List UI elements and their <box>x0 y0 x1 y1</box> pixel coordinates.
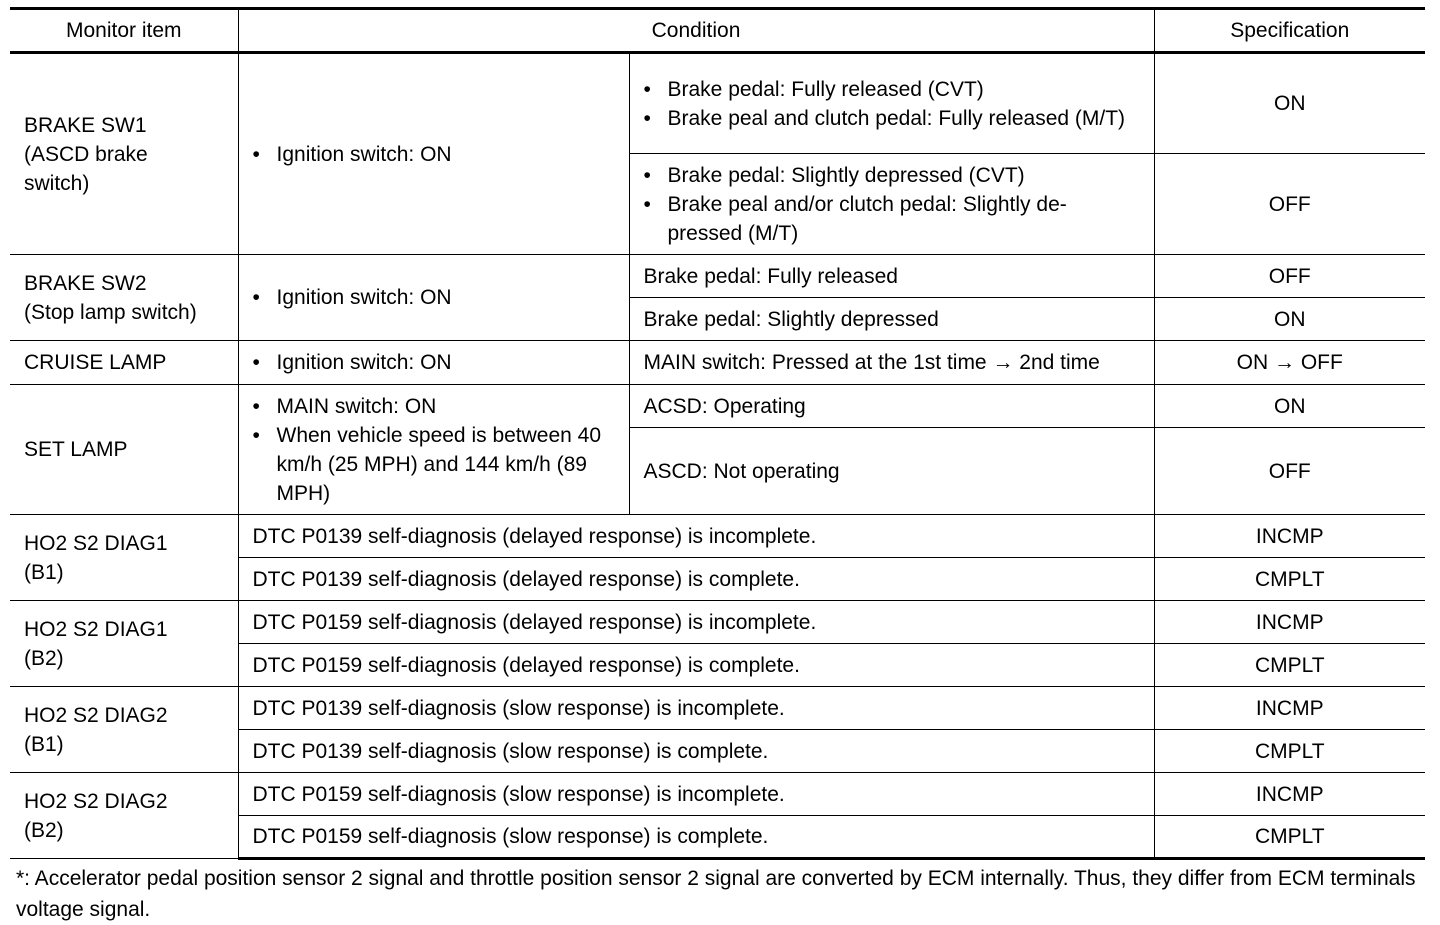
monitor-item-ho2-diag1-b1 <box>10 515 238 601</box>
item-line: BRAKE SW2 <box>24 271 147 295</box>
spec-value: OFF <box>1154 154 1425 255</box>
monitor-item-ho2-diag2-b2 <box>10 773 238 859</box>
item-line: BRAKE SW1 <box>24 113 147 137</box>
condition-cell <box>238 385 629 515</box>
condition-bullet: • Ignition switch: ON <box>253 348 615 377</box>
detail-cell <box>629 154 1154 255</box>
condition-bullet: • Ignition switch: ON <box>253 140 615 169</box>
item-line: (B2) <box>24 818 64 842</box>
detail-bullet: • Brake pedal: Slightly depressed (CVT) <box>644 161 1140 190</box>
monitor-item-ho2-diag2-b1 <box>10 687 238 773</box>
table-row <box>10 515 1425 558</box>
condition-cell <box>238 255 629 341</box>
condition-cell: DTC P0139 self-diagnosis (slow response) is incomplete. <box>238 687 1154 730</box>
spec-value: CMPLT <box>1154 644 1425 687</box>
detail-cell: Brake pedal: Slightly depressed <box>629 298 1154 341</box>
condition-cell: DTC P0159 self-diagnosis (delayed response) is incomplete. <box>238 601 1154 644</box>
item-line: (B1) <box>24 560 64 584</box>
table-row <box>10 385 1425 428</box>
detail-cell: ACSD: Operating <box>629 385 1154 428</box>
detail-cell: Brake pedal: Fully released <box>629 255 1154 298</box>
item-line: HO2 S2 DIAG2 <box>24 703 168 727</box>
table-row <box>10 601 1425 644</box>
header-specification: Specification <box>1154 9 1425 53</box>
spec-value: ON → OFF <box>1154 341 1425 385</box>
monitor-item-set-lamp: SET LAMP <box>10 385 238 515</box>
item-line: HO2 S2 DIAG1 <box>24 531 168 555</box>
table-header-row <box>10 9 1425 53</box>
detail-bullet: • Brake pedal: Fully released (CVT) <box>644 75 1140 104</box>
spec-value: CMPLT <box>1154 558 1425 601</box>
item-line: HO2 S2 DIAG2 <box>24 789 168 813</box>
condition-bullet: • MAIN switch: ON <box>253 392 615 421</box>
condition-cell <box>238 53 629 255</box>
detail-cell: ASCD: Not operating <box>629 428 1154 515</box>
table-row <box>10 687 1425 730</box>
monitor-item-cruise-lamp: CRUISE LAMP <box>10 341 238 385</box>
spec-value: CMPLT <box>1154 816 1425 859</box>
condition-cell: DTC P0159 self-diagnosis (slow response) is incomplete. <box>238 773 1154 816</box>
condition-cell: DTC P0139 self-diagnosis (delayed response) is incomplete. <box>238 515 1154 558</box>
item-line: (Stop lamp switch) <box>24 300 197 324</box>
detail-cell: MAIN switch: Pressed at the 1st time → 2nd time <box>629 341 1154 385</box>
condition-cell: DTC P0159 self-diagnosis (slow response) is complete. <box>238 816 1154 859</box>
spec-value: ON <box>1154 385 1425 428</box>
table-row <box>10 53 1425 154</box>
item-line: HO2 S2 DIAG1 <box>24 617 168 641</box>
monitor-item-ho2-diag1-b2 <box>10 601 238 687</box>
spec-value: INCMP <box>1154 515 1425 558</box>
spec-value: INCMP <box>1154 601 1425 644</box>
spec-value: ON <box>1154 298 1425 341</box>
condition-cell <box>238 341 629 385</box>
spec-value: OFF <box>1154 255 1425 298</box>
item-line: switch) <box>24 171 90 195</box>
table-row <box>10 255 1425 298</box>
item-line: (B2) <box>24 646 64 670</box>
footnote: *: Accelerator pedal position sensor 2 signal and throttle position sensor 2 signal are converted by ECM internally. Thus, they differ from ECM terminals voltage signal. <box>16 867 1416 921</box>
spec-value: INCMP <box>1154 773 1425 816</box>
header-monitor-item: Monitor item <box>10 9 238 53</box>
monitor-spec-table <box>10 7 1425 860</box>
item-line: (B1) <box>24 732 64 756</box>
table-row <box>10 341 1425 385</box>
detail-bullet: • Brake peal and clutch pedal: Fully released (M/T) <box>644 104 1140 133</box>
item-line: (ASCD brake <box>24 142 148 166</box>
spec-value: OFF <box>1154 428 1425 515</box>
condition-cell: DTC P0139 self-diagnosis (delayed response) is complete. <box>238 558 1154 601</box>
spec-value: CMPLT <box>1154 730 1425 773</box>
condition-cell: DTC P0159 self-diagnosis (delayed response) is complete. <box>238 644 1154 687</box>
spec-value: INCMP <box>1154 687 1425 730</box>
table-row <box>10 773 1425 816</box>
monitor-item-brake-sw1 <box>10 53 238 255</box>
detail-bullet: • Brake peal and/or clutch pedal: Slightly de-pressed (M/T) <box>644 190 1140 248</box>
header-condition: Condition <box>238 9 1154 53</box>
condition-bullet: • Ignition switch: ON <box>253 283 615 312</box>
monitor-item-brake-sw2 <box>10 255 238 341</box>
condition-bullet: • When vehicle speed is between 40 km/h (25 MPH) and 144 km/h (89 MPH) <box>253 421 615 508</box>
spec-value: ON <box>1154 53 1425 154</box>
detail-cell <box>629 53 1154 154</box>
condition-cell: DTC P0139 self-diagnosis (slow response) is complete. <box>238 730 1154 773</box>
